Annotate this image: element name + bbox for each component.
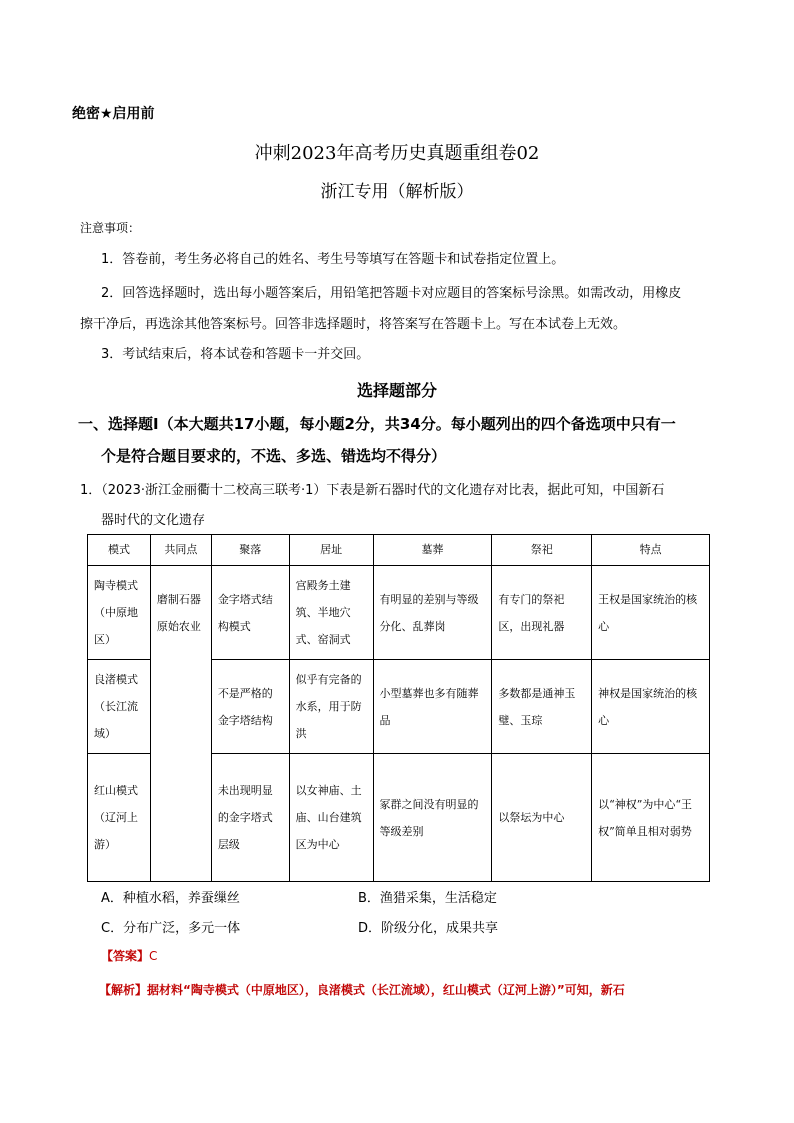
table-header-cell: 祭祀 [492, 535, 592, 566]
table-cell: 金字塔式结构模式 [211, 566, 289, 660]
table-cell: 不是严格的金字塔结构 [211, 660, 289, 754]
option-c[interactable]: C．分布广泛，多元一体 [101, 921, 241, 936]
notice-line-2: 2．回答选择题时，选出每小题答案后，用铅笔把答题卡对应题目的答案标号涂黑。如需改动，用橡皮 [101, 286, 682, 301]
table-cell: 神权是国家统治的核心 [592, 660, 710, 754]
answer-value: C [149, 949, 158, 963]
option-a[interactable]: A．种植水稻，养蚕缫丝 [101, 891, 240, 906]
table-header-cell: 居址 [289, 535, 373, 566]
table-header-row [88, 535, 710, 566]
option-b[interactable]: B．渔猎采集，生活稳定 [358, 891, 497, 906]
table-cell: 有专门的祭祀区，出现礼器 [492, 566, 592, 660]
table-cell: 以“神权”为中心“王权”简单且相对弱势 [592, 754, 710, 882]
notice-line-4: 3．考试结束后，将本试卷和答题卡一并交回。 [101, 347, 370, 362]
section-heading: 选择题部分 [356, 381, 437, 400]
table-cell: 陶寺模式（中原地区） [88, 566, 151, 660]
page-title: 冲刺2023年高考历史真题重组卷02 [254, 143, 540, 164]
table-cell: 良渚模式（长江流域） [88, 660, 151, 754]
question-stem-line-1: 1．（2023·浙江金丽衢十二校高三联考·1）下表是新石器时代的文化遗存对比表，据此可知，中国新石 [80, 483, 665, 498]
notice-line-3: 擦干净后，再选涂其他答案标号。回答非选择题时，将答案写在答题卡上。写在本试卷上无效。 [80, 317, 627, 332]
table-cell: 有明显的差别与等级分化、乱葬岗 [373, 566, 492, 660]
table-header-cell: 墓葬 [373, 535, 492, 566]
part-instruction-line-2: 个是符合题目要求的，不选、多选、错选均不得分） [101, 447, 447, 465]
table-cell: 宫殿务土建筑、半地穴式、窑洞式 [289, 566, 373, 660]
table-header-cell: 共同点 [150, 535, 211, 566]
table-cell: 冢群之间没有明显的等级差别 [373, 754, 492, 882]
table-cell: 以祭坛为中心 [492, 754, 592, 882]
table-header-cell: 模式 [88, 535, 151, 566]
notice-heading: 注意事项： [80, 221, 141, 235]
table-cell: 多数都是通神玉璧、玉琮 [492, 660, 592, 754]
table-cell: 未出现明显的金字塔式层级 [211, 754, 289, 882]
notice-line-1: 1．答卷前，考生务必将自己的姓名、考生号等填写在答题卡和试卷指定位置上。 [101, 252, 565, 267]
comparison-table [87, 534, 710, 882]
question-stem-line-2: 器时代的文化遗存 [101, 513, 206, 528]
table-cell: 小型墓葬也多有随葬品 [373, 660, 492, 754]
table-cell: 王权是国家统治的核心 [592, 566, 710, 660]
table-row [88, 566, 710, 660]
explanation-line: 【解析】据材料“陶寺模式（中原地区），良渚模式（长江流域），红山模式（辽河上游）”可知，新石 [99, 983, 625, 997]
table-cell: 红山模式（辽河上游） [88, 754, 151, 882]
table-cell: 似乎有完备的水系，用于防洪 [289, 660, 373, 754]
page-subtitle: 浙江专用（解析版） [320, 182, 474, 202]
confidential-label: 绝密★启用前 [72, 106, 155, 122]
table-header-cell: 特点 [592, 535, 710, 566]
table-cell-common: 磨制石器原始农业 [150, 566, 211, 882]
table-cell: 以女神庙、土庙、山台建筑区为中心 [289, 754, 373, 882]
option-d[interactable]: D．阶级分化，成果共享 [358, 921, 499, 936]
table-header-cell: 聚落 [211, 535, 289, 566]
answer-tag: 【答案】 [101, 949, 150, 963]
part-instruction-line-1: 一、选择题Ⅰ（本大题共17小题，每小题2分，共34分。每小题列出的四个备选项中只有一 [78, 415, 676, 433]
answer-line [101, 947, 157, 964]
